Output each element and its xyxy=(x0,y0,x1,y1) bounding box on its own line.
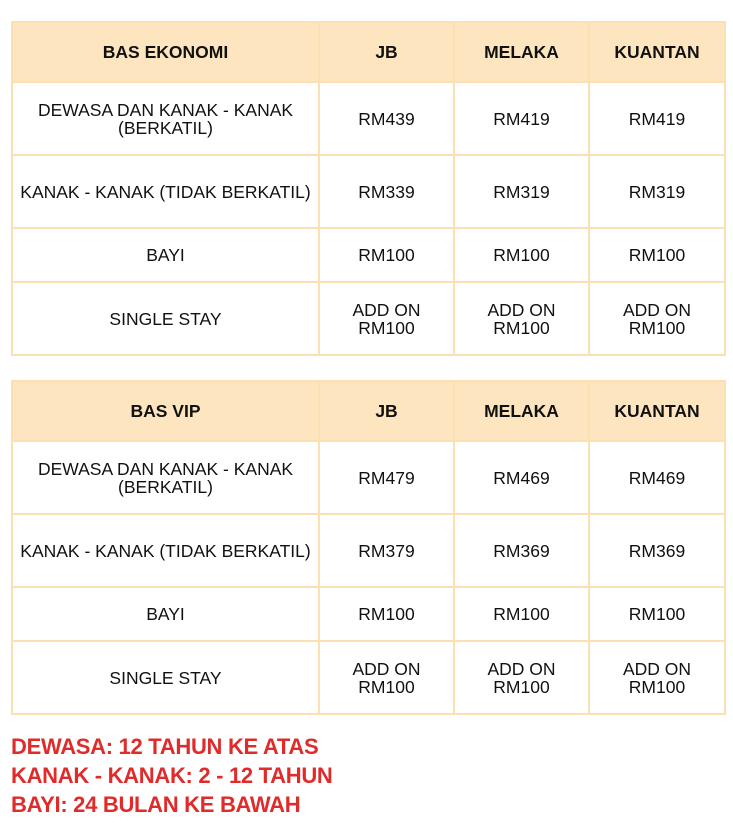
header-jb: JB xyxy=(319,22,454,82)
price-jb: RM100 xyxy=(319,228,454,282)
price-jb: RM339 xyxy=(319,155,454,228)
table-row xyxy=(12,155,725,228)
price-melaka: RM369 xyxy=(454,514,589,587)
table-header-row xyxy=(12,381,725,441)
price-kuantan: RM419 xyxy=(589,82,725,155)
price-melaka: ADD ON RM100 xyxy=(454,282,589,355)
price-melaka: ADD ON RM100 xyxy=(454,641,589,714)
row-label: SINGLE STAY xyxy=(12,282,319,355)
price-kuantan: RM100 xyxy=(589,228,725,282)
header-jb: JB xyxy=(319,381,454,441)
price-kuantan: ADD ON RM100 xyxy=(589,282,725,355)
price-melaka: RM469 xyxy=(454,441,589,514)
note-bayi: BAYI: 24 BULAN KE BAWAH xyxy=(11,792,301,817)
price-table-bas-vip xyxy=(11,380,726,715)
price-kuantan: RM369 xyxy=(589,514,725,587)
price-kuantan: ADD ON RM100 xyxy=(589,641,725,714)
price-melaka: RM100 xyxy=(454,228,589,282)
note-kanak-kanak: KANAK - KANAK: 2 - 12 TAHUN xyxy=(11,763,333,788)
header-kuantan: KUANTAN xyxy=(589,381,725,441)
table-row xyxy=(12,441,725,514)
price-jb: RM379 xyxy=(319,514,454,587)
row-label: BAYI xyxy=(12,228,319,282)
header-kuantan: KUANTAN xyxy=(589,22,725,82)
price-melaka: RM419 xyxy=(454,82,589,155)
price-melaka: RM100 xyxy=(454,587,589,641)
table-row xyxy=(12,228,725,282)
table-row xyxy=(12,282,725,355)
row-label: SINGLE STAY xyxy=(12,641,319,714)
age-notes xyxy=(11,732,333,819)
row-label: BAYI xyxy=(12,587,319,641)
header-melaka: MELAKA xyxy=(454,22,589,82)
header-melaka: MELAKA xyxy=(454,381,589,441)
price-kuantan: RM319 xyxy=(589,155,725,228)
price-jb: RM479 xyxy=(319,441,454,514)
table-row xyxy=(12,82,725,155)
price-jb: ADD ON RM100 xyxy=(319,641,454,714)
price-melaka: RM319 xyxy=(454,155,589,228)
price-kuantan: RM469 xyxy=(589,441,725,514)
table-row xyxy=(12,514,725,587)
row-label: KANAK - KANAK (TIDAK BERKATIL) xyxy=(12,514,319,587)
table-row xyxy=(12,641,725,714)
table-header-row xyxy=(12,22,725,82)
row-label: KANAK - KANAK (TIDAK BERKATIL) xyxy=(12,155,319,228)
row-label: DEWASA DAN KANAK - KANAK (BERKATIL) xyxy=(12,441,319,514)
header-package: BAS VIP xyxy=(12,381,319,441)
price-jb: ADD ON RM100 xyxy=(319,282,454,355)
row-label: DEWASA DAN KANAK - KANAK (BERKATIL) xyxy=(12,82,319,155)
note-dewasa: DEWASA: 12 TAHUN KE ATAS xyxy=(11,734,319,759)
table-row xyxy=(12,587,725,641)
price-table-bas-ekonomi xyxy=(11,21,726,356)
price-jb: RM439 xyxy=(319,82,454,155)
header-package: BAS EKONOMI xyxy=(12,22,319,82)
price-kuantan: RM100 xyxy=(589,587,725,641)
price-jb: RM100 xyxy=(319,587,454,641)
